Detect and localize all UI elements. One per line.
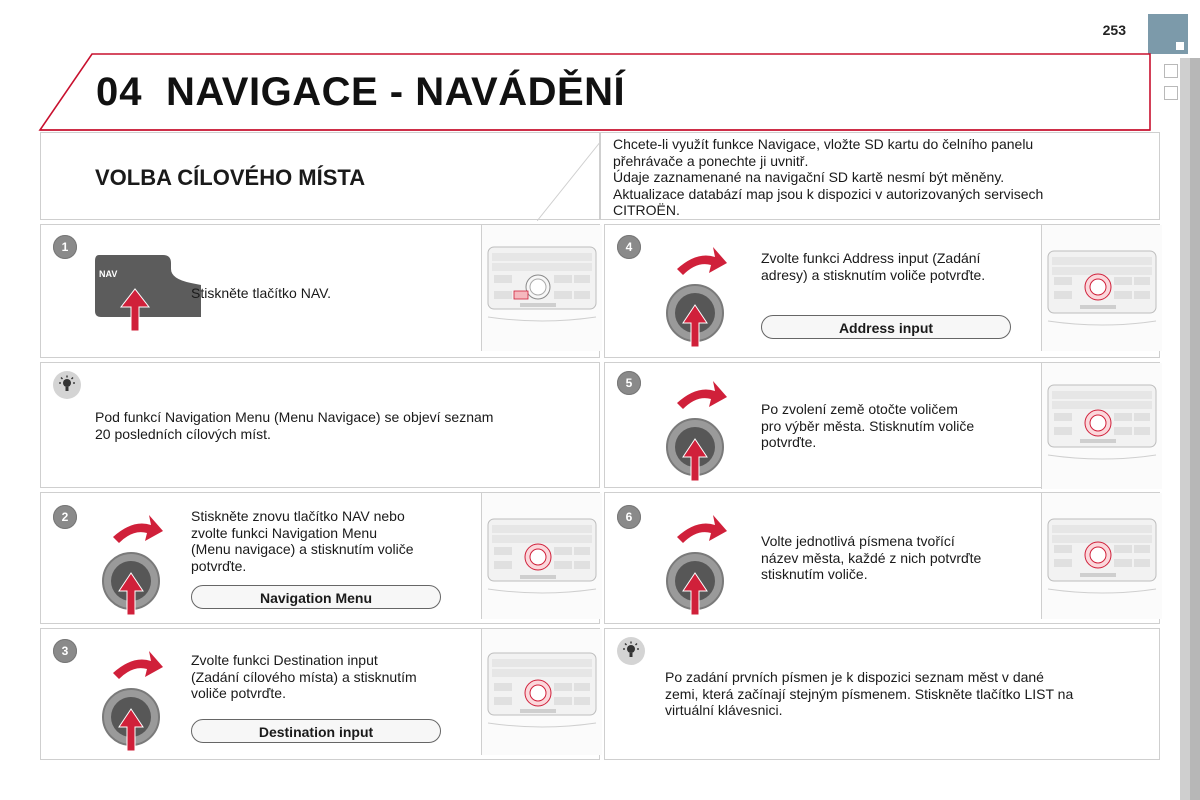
- radio-panel-illustration: [1041, 493, 1162, 619]
- step-3-line: (Zadání cílového místa) a stisknutím: [191, 668, 417, 685]
- step-3-line: Zvolte funkci Destination input: [191, 652, 378, 668]
- step-5-line: pro výběr města. Stisknutím voliče: [761, 417, 975, 434]
- step-1-badge: 1: [53, 235, 77, 259]
- radio-panel-illustration: [1041, 225, 1162, 351]
- tip-1-text: [95, 409, 595, 442]
- nav-key-illustration: [91, 249, 201, 333]
- intro-line: Chcete-li využít funkce Navigace, vložte SD kartu do čelního panelu: [613, 136, 1034, 152]
- step-2-line: (Menu navigace) a stisknutím voliče: [191, 541, 414, 557]
- radio-panel-illustration: [481, 225, 602, 351]
- lightbulb-icon: [621, 641, 641, 661]
- step-6-line: název města, každé z nich potvrďte: [761, 549, 982, 566]
- section-header-panel: [40, 132, 600, 220]
- page-edge-shadow: [1190, 58, 1200, 800]
- radio-panel-drawing: [482, 493, 602, 625]
- tip-2-panel: [604, 628, 1160, 760]
- tip-2-text: [665, 669, 1155, 719]
- step-1-text: [191, 285, 331, 302]
- lightbulb-icon: [57, 375, 77, 395]
- chapter-number: 04: [96, 70, 143, 114]
- step-3-panel: [40, 628, 600, 760]
- section-title: VOLBA CÍLOVÉHO MÍSTA: [95, 165, 366, 190]
- tip-1-line: 20 posledních cílových míst.: [95, 425, 271, 442]
- step-5-line: potvrďte.: [761, 434, 817, 450]
- step-3-badge: 3: [53, 639, 77, 663]
- chapter-title: NAVIGACE - NAVÁDĚNÍ: [166, 70, 626, 114]
- radio-panel-drawing: [1042, 363, 1162, 489]
- step-4-panel: [604, 224, 1160, 358]
- intro-text: [613, 136, 1153, 219]
- page-number: 253: [1102, 22, 1126, 38]
- step-6-badge: 6: [617, 505, 641, 529]
- intro-panel: [600, 132, 1160, 220]
- step-1-line: Stiskněte tlačítko NAV.: [191, 285, 332, 301]
- rotary-knob-illustration: [661, 373, 741, 485]
- destination-input-button: Destination input: [191, 719, 441, 743]
- radio-panel-illustration: [1041, 363, 1162, 489]
- radio-panel-drawing: [1042, 225, 1162, 357]
- radio-panel-drawing: [482, 629, 602, 761]
- step-6-text: [761, 533, 981, 583]
- step-3-text: [191, 652, 417, 702]
- intro-line: Aktualizace databází map jsou k dispozici v autorizovaných servisech: [613, 185, 1044, 202]
- step-6-panel: [604, 492, 1160, 624]
- step-5-panel: [604, 362, 1160, 488]
- step-1-panel: [40, 224, 600, 358]
- step-2-text: [191, 508, 414, 574]
- radio-panel-illustration: [481, 629, 602, 755]
- nav-key-label: NAV: [99, 269, 118, 279]
- step-4-line: adresy) a stisknutím voliče potvrďte.: [761, 266, 986, 283]
- rotary-knob-illustration: [97, 507, 177, 619]
- address-input-button: Address input: [761, 315, 1011, 339]
- tip-1-line: Pod funkcí Navigation Menu (Menu Navigace) se objeví seznam: [95, 409, 494, 425]
- rotary-knob-illustration: [97, 643, 177, 755]
- intro-line: Údaje zaznamenané na navigační SD kartě nesmí být měněny.: [613, 169, 1005, 185]
- step-3-line: voliče potvrďte.: [191, 685, 286, 701]
- radio-panel-illustration: [481, 493, 602, 619]
- tip-2-line: Po zadání prvních písmen je k dispozici seznam měst v dané: [665, 669, 1044, 685]
- step-4-text: [761, 250, 985, 283]
- step-4-badge: 4: [617, 235, 641, 259]
- rotary-knob-illustration: [661, 507, 741, 619]
- step-2-line: zvolte funkci Navigation Menu: [191, 524, 377, 541]
- step-2-panel: [40, 492, 600, 624]
- tip-1-lightbulb-icon: [53, 371, 81, 399]
- step-4-line: Zvolte funkci Address input (Zadání: [761, 250, 981, 266]
- intro-line: přehrávače a ponechte ji uvnitř.: [613, 152, 809, 169]
- step-6-line: Volte jednotlivá písmena tvořící: [761, 533, 955, 549]
- intro-line: CITROËN.: [613, 202, 680, 218]
- step-5-text: [761, 401, 974, 451]
- step-5-line: Po zvolení země otočte voličem: [761, 401, 958, 417]
- tip-1-panel: [40, 362, 600, 488]
- step-2-line: Stiskněte znovu tlačítko NAV nebo: [191, 508, 405, 524]
- step-2-badge: 2: [53, 505, 77, 529]
- navigation-menu-button: Navigation Menu: [191, 585, 441, 609]
- rotary-knob-illustration: [661, 239, 741, 351]
- radio-panel-drawing: [482, 225, 602, 357]
- step-6-line: stisknutím voliče.: [761, 566, 868, 582]
- radio-panel-drawing: [1042, 493, 1162, 625]
- tip-2-lightbulb-icon: [617, 637, 645, 665]
- step-2-line: potvrďte.: [191, 557, 247, 574]
- section-header-diagonal: [537, 133, 601, 221]
- tip-2-line: virtuální klávesnici.: [665, 702, 783, 718]
- tip-2-line: zemi, která začínají stejným písmenem. Stiskněte tlačítko LIST na: [665, 685, 1074, 702]
- step-5-badge: 5: [617, 371, 641, 395]
